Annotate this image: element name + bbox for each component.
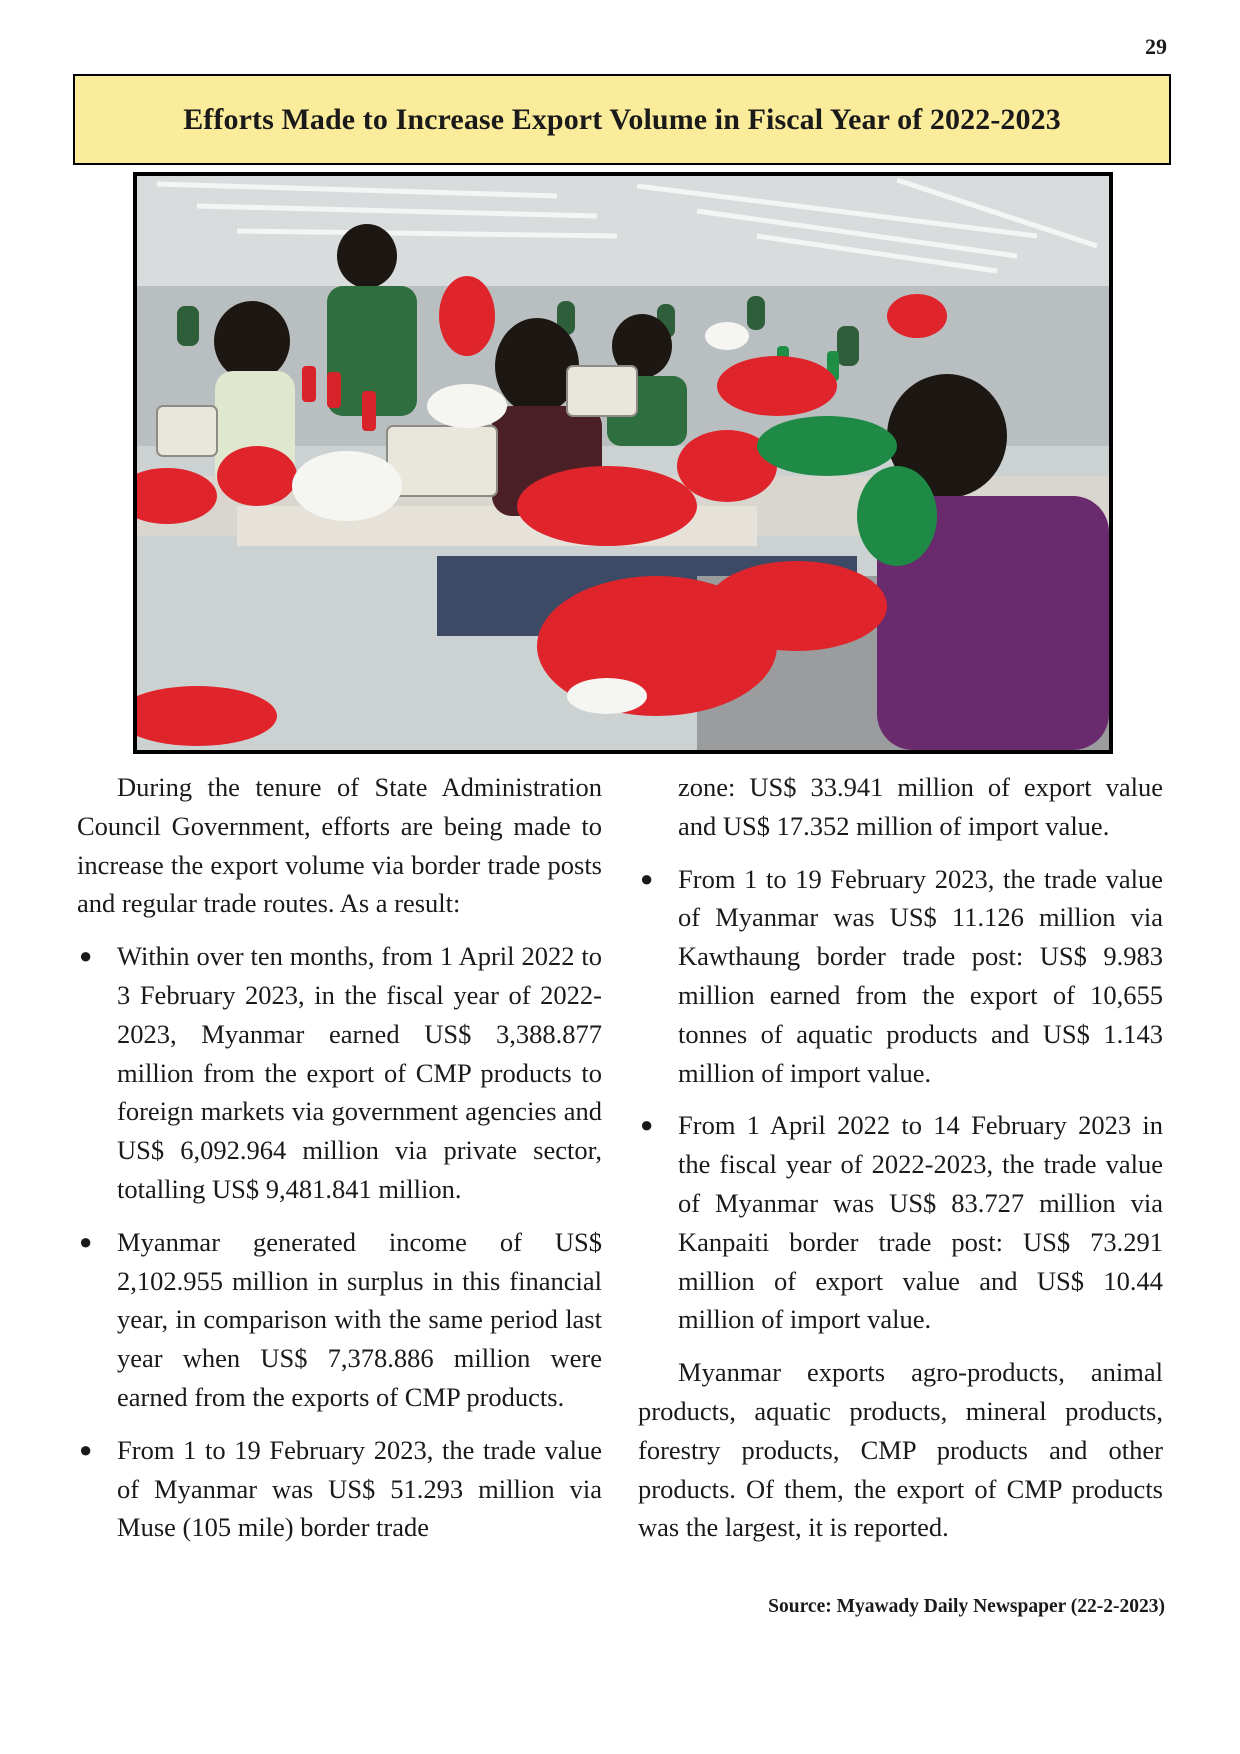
continuation-text: zone: US$ 33.941 million of export value and US$ 17.352 million of import value. — [678, 772, 1163, 841]
bullet-icon: ● — [640, 1112, 654, 1138]
list-item — [638, 860, 1163, 1093]
bullet-icon: ● — [640, 865, 654, 891]
bullet-icon: ● — [79, 1228, 93, 1254]
right-column — [638, 768, 1163, 1547]
left-bullet-list — [77, 937, 602, 1547]
list-item-text: From 1 to 19 February 2023, the trade value of Myanmar was US$ 11.126 million via Kawthaung border trade post: US$ 9.983 million earned from the export of 10,655 tonnes of aquatic products and US$ 1.143 million of import value. — [678, 863, 1163, 1088]
list-item-text: Within over ten months, from 1 April 2022 to 3 February 2023, in the fiscal year of 2022-2023, Myanmar earned US$ 3,388.877 million from the export of CMP products to foreign markets via government agencies and US$ 6,092.964 million via private sector, totalling US$ 9,481.841 million. — [117, 941, 602, 1204]
garment-factory-photo — [133, 172, 1113, 754]
title-banner — [73, 74, 1171, 165]
bullet-icon: ● — [79, 943, 93, 969]
list-item-text: From 1 to 19 February 2023, the trade value of Myanmar was US$ 51.293 million via Muse (105 mile) border trade — [117, 1434, 602, 1543]
list-item — [638, 1106, 1163, 1339]
list-item — [77, 1431, 602, 1547]
page-number: 29 — [1145, 34, 1167, 59]
list-item-text: From 1 April 2022 to 14 February 2023 in the fiscal year of 2022-2023, the trade value of Myanmar was US$ 83.727 million via Kanpaiti border trade post: US$ 73.291 million of export value and US$ 10.44 million of import value. — [678, 1110, 1163, 1335]
intro-paragraph: During the tenure of State Administration Council Government, efforts are being made to increase the export volume via border trade posts and regular trade routes. As a result: — [77, 772, 602, 919]
source-citation: Source: Myawady Daily Newspaper (22-2-2023) — [768, 1596, 1165, 1617]
right-bullet-list — [638, 860, 1163, 1340]
bullet-icon: ● — [79, 1436, 93, 1462]
page-title: Efforts Made to Increase Export Volume in Fiscal Year of 2022-2023 — [183, 102, 1061, 136]
list-item-text: Myanmar generated income of US$ 2,102.955 million in surplus in this financial year, in comparison with the same period last year when US$ 7,378.886 million were earned from the exports of CMP products. — [117, 1226, 602, 1412]
left-column — [77, 768, 602, 1547]
list-item — [77, 1223, 602, 1417]
closing-paragraph: Myanmar exports agro-products, animal products, aquatic products, mineral products, forestry products, CMP products and other products. Of them, the export of CMP products was the largest, it is reported. — [638, 1357, 1163, 1543]
list-item — [77, 937, 602, 1209]
